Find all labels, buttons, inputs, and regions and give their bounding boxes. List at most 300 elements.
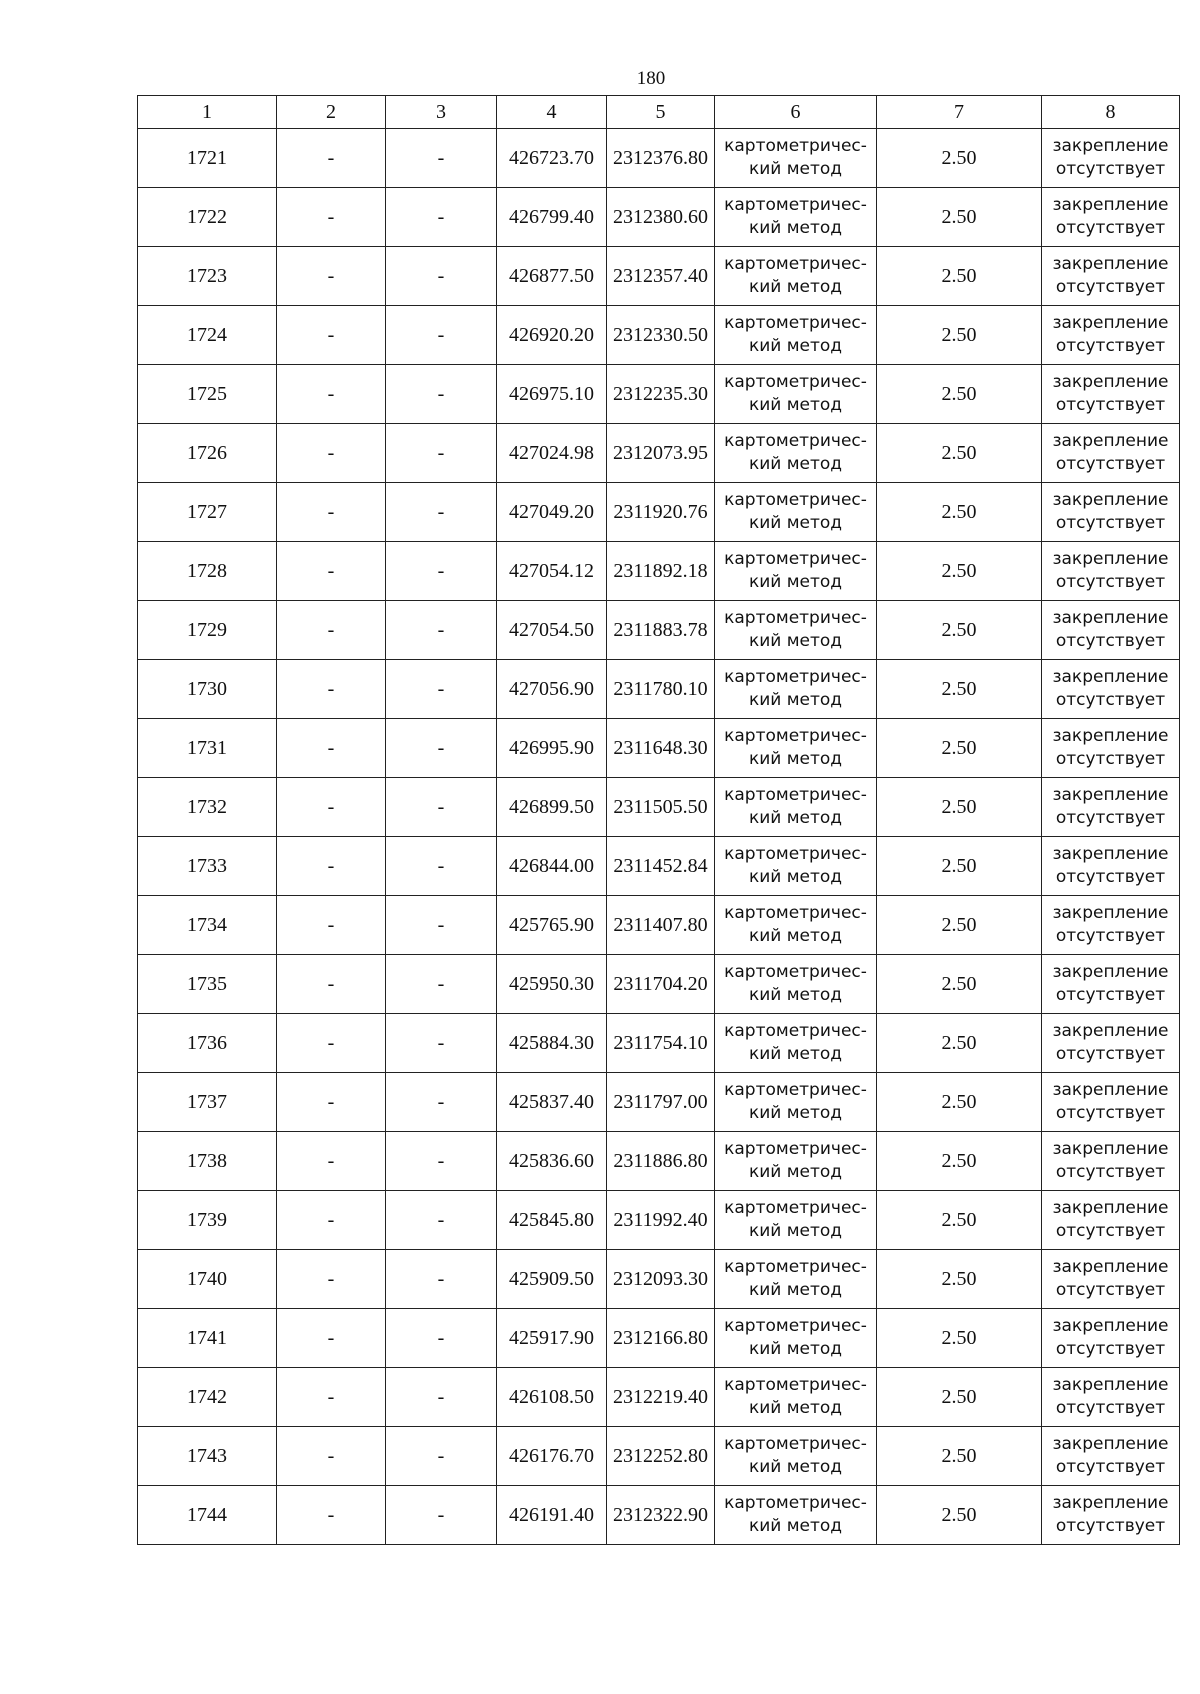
- x-coordinate-cell: 425884.30: [497, 1014, 607, 1073]
- fixing-cell-line: закрепление: [1052, 962, 1169, 982]
- method-cell-line: картометричес-: [724, 195, 867, 215]
- column-3-cell: -: [386, 601, 497, 660]
- fixing-cell-line: отсутствует: [1055, 1044, 1166, 1064]
- table-row: [138, 1132, 1180, 1191]
- fixing-cell-line: отсутствует: [1055, 1103, 1166, 1123]
- table-row: [138, 1250, 1180, 1309]
- method-cell-line: картометричес-: [724, 1080, 867, 1100]
- table-row: [138, 1073, 1180, 1132]
- x-coordinate-cell: 426899.50: [497, 778, 607, 837]
- fixing-cell-line: отсутствует: [1055, 690, 1166, 710]
- fixing-cell-line: отсутствует: [1055, 277, 1166, 297]
- column-2-cell: -: [277, 247, 386, 306]
- method-cell-line: картометричес-: [724, 903, 867, 923]
- column-3-cell: -: [386, 1014, 497, 1073]
- y-coordinate-cell: 2311886.80: [607, 1132, 715, 1191]
- column-2-cell: -: [277, 719, 386, 778]
- fixing-cell-line: закрепление: [1052, 431, 1169, 451]
- method-cell: [715, 1309, 877, 1368]
- table-row: [138, 896, 1180, 955]
- column-2-cell: -: [277, 778, 386, 837]
- method-cell: [715, 483, 877, 542]
- table-row: [138, 1014, 1180, 1073]
- accuracy-cell: 2.50: [877, 247, 1042, 306]
- table-header-row: [138, 96, 1180, 129]
- method-cell: [715, 188, 877, 247]
- y-coordinate-cell: 2312330.50: [607, 306, 715, 365]
- y-coordinate-cell: 2311797.00: [607, 1073, 715, 1132]
- y-coordinate-cell: 2311754.10: [607, 1014, 715, 1073]
- method-cell-line: картометричес-: [724, 431, 867, 451]
- method-cell-line: картометричес-: [724, 372, 867, 392]
- point-number-cell: 1732: [138, 778, 277, 837]
- method-cell-line: картометричес-: [724, 1198, 867, 1218]
- y-coordinate-cell: 2312252.80: [607, 1427, 715, 1486]
- fixing-cell-line: закрепление: [1052, 726, 1169, 746]
- method-cell-line: картометричес-: [724, 1021, 867, 1041]
- method-cell-line: картометричес-: [724, 1257, 867, 1277]
- method-cell-line: кий метод: [748, 1516, 843, 1536]
- method-cell: [715, 896, 877, 955]
- fixing-cell-line: закрепление: [1052, 844, 1169, 864]
- fixing-cell: [1042, 955, 1180, 1014]
- y-coordinate-cell: 2312380.60: [607, 188, 715, 247]
- point-number-cell: 1729: [138, 601, 277, 660]
- column-3-cell: -: [386, 660, 497, 719]
- column-header: 8: [1042, 96, 1180, 129]
- x-coordinate-cell: 425845.80: [497, 1191, 607, 1250]
- column-2-cell: -: [277, 129, 386, 188]
- method-cell-line: картометричес-: [724, 726, 867, 746]
- table-row: [138, 837, 1180, 896]
- table-row: [138, 660, 1180, 719]
- method-cell: [715, 306, 877, 365]
- y-coordinate-cell: 2311704.20: [607, 955, 715, 1014]
- fixing-cell: [1042, 1427, 1180, 1486]
- coordinates-table: [137, 95, 1180, 1545]
- column-3-cell: -: [386, 837, 497, 896]
- column-2-cell: -: [277, 1368, 386, 1427]
- method-cell-line: кий метод: [748, 454, 843, 474]
- fixing-cell-line: закрепление: [1052, 313, 1169, 333]
- column-2-cell: -: [277, 660, 386, 719]
- point-number-cell: 1726: [138, 424, 277, 483]
- y-coordinate-cell: 2312073.95: [607, 424, 715, 483]
- fixing-cell: [1042, 1014, 1180, 1073]
- accuracy-cell: 2.50: [877, 896, 1042, 955]
- column-3-cell: -: [386, 1191, 497, 1250]
- column-header: 5: [607, 96, 715, 129]
- method-cell: [715, 1073, 877, 1132]
- column-3-cell: -: [386, 542, 497, 601]
- y-coordinate-cell: 2312219.40: [607, 1368, 715, 1427]
- column-2-cell: -: [277, 1486, 386, 1545]
- column-header: 6: [715, 96, 877, 129]
- accuracy-cell: 2.50: [877, 660, 1042, 719]
- method-cell-line: картометричес-: [724, 608, 867, 628]
- fixing-cell: [1042, 601, 1180, 660]
- method-cell-line: кий метод: [748, 218, 843, 238]
- fixing-cell: [1042, 1250, 1180, 1309]
- table-row: [138, 1309, 1180, 1368]
- method-cell-line: картометричес-: [724, 1434, 867, 1454]
- fixing-cell-line: отсутствует: [1055, 1516, 1166, 1536]
- fixing-cell-line: отсутствует: [1055, 985, 1166, 1005]
- fixing-cell: [1042, 1073, 1180, 1132]
- method-cell-line: картометричес-: [724, 844, 867, 864]
- fixing-cell-line: отсутствует: [1055, 926, 1166, 946]
- method-cell: [715, 1014, 877, 1073]
- method-cell: [715, 1368, 877, 1427]
- table-row: [138, 129, 1180, 188]
- fixing-cell: [1042, 424, 1180, 483]
- column-3-cell: -: [386, 1486, 497, 1545]
- fixing-cell-line: отсутствует: [1055, 159, 1166, 179]
- table-row: [138, 955, 1180, 1014]
- method-cell-line: картометричес-: [724, 1493, 867, 1513]
- fixing-cell-line: закрепление: [1052, 549, 1169, 569]
- y-coordinate-cell: 2311452.84: [607, 837, 715, 896]
- fixing-cell-line: закрепление: [1052, 372, 1169, 392]
- fixing-cell-line: закрепление: [1052, 195, 1169, 215]
- accuracy-cell: 2.50: [877, 1427, 1042, 1486]
- table-row: [138, 306, 1180, 365]
- column-3-cell: -: [386, 247, 497, 306]
- y-coordinate-cell: 2311505.50: [607, 778, 715, 837]
- table-row: [138, 424, 1180, 483]
- x-coordinate-cell: 426176.70: [497, 1427, 607, 1486]
- method-cell-line: кий метод: [748, 277, 843, 297]
- column-3-cell: -: [386, 1250, 497, 1309]
- fixing-cell-line: отсутствует: [1055, 1280, 1166, 1300]
- y-coordinate-cell: 2312235.30: [607, 365, 715, 424]
- method-cell: [715, 1486, 877, 1545]
- column-header: 2: [277, 96, 386, 129]
- method-cell-line: кий метод: [748, 808, 843, 828]
- column-2-cell: -: [277, 1014, 386, 1073]
- fixing-cell: [1042, 129, 1180, 188]
- fixing-cell-line: отсутствует: [1055, 1221, 1166, 1241]
- fixing-cell-line: отсутствует: [1055, 395, 1166, 415]
- fixing-cell-line: отсутствует: [1055, 513, 1166, 533]
- accuracy-cell: 2.50: [877, 542, 1042, 601]
- table-row: [138, 542, 1180, 601]
- fixing-cell: [1042, 306, 1180, 365]
- x-coordinate-cell: 426799.40: [497, 188, 607, 247]
- x-coordinate-cell: 426920.20: [497, 306, 607, 365]
- fixing-cell-line: закрепление: [1052, 254, 1169, 274]
- column-3-cell: -: [386, 424, 497, 483]
- accuracy-cell: 2.50: [877, 1132, 1042, 1191]
- method-cell: [715, 1250, 877, 1309]
- point-number-cell: 1740: [138, 1250, 277, 1309]
- accuracy-cell: 2.50: [877, 1250, 1042, 1309]
- y-coordinate-cell: 2312357.40: [607, 247, 715, 306]
- method-cell: [715, 955, 877, 1014]
- x-coordinate-cell: 426995.90: [497, 719, 607, 778]
- accuracy-cell: 2.50: [877, 188, 1042, 247]
- y-coordinate-cell: 2311920.76: [607, 483, 715, 542]
- x-coordinate-cell: 427054.50: [497, 601, 607, 660]
- method-cell-line: кий метод: [748, 159, 843, 179]
- fixing-cell: [1042, 483, 1180, 542]
- accuracy-cell: 2.50: [877, 1014, 1042, 1073]
- fixing-cell-line: закрепление: [1052, 1375, 1169, 1395]
- column-3-cell: -: [386, 1309, 497, 1368]
- method-cell-line: кий метод: [748, 690, 843, 710]
- method-cell: [715, 719, 877, 778]
- column-2-cell: -: [277, 1427, 386, 1486]
- fixing-cell-line: закрепление: [1052, 1257, 1169, 1277]
- accuracy-cell: 2.50: [877, 424, 1042, 483]
- x-coordinate-cell: 425909.50: [497, 1250, 607, 1309]
- fixing-cell-line: закрепление: [1052, 490, 1169, 510]
- fixing-cell: [1042, 660, 1180, 719]
- method-cell-line: кий метод: [748, 336, 843, 356]
- method-cell-line: картометричес-: [724, 962, 867, 982]
- fixing-cell: [1042, 896, 1180, 955]
- page-number: 180: [636, 68, 666, 89]
- y-coordinate-cell: 2312376.80: [607, 129, 715, 188]
- point-number-cell: 1730: [138, 660, 277, 719]
- fixing-cell: [1042, 542, 1180, 601]
- point-number-cell: 1739: [138, 1191, 277, 1250]
- method-cell: [715, 247, 877, 306]
- column-3-cell: -: [386, 1427, 497, 1486]
- column-2-cell: -: [277, 424, 386, 483]
- fixing-cell-line: закрепление: [1052, 1198, 1169, 1218]
- x-coordinate-cell: 426108.50: [497, 1368, 607, 1427]
- method-cell-line: картометричес-: [724, 136, 867, 156]
- fixing-cell-line: отсутствует: [1055, 572, 1166, 592]
- column-3-cell: -: [386, 1073, 497, 1132]
- fixing-cell-line: закрепление: [1052, 1434, 1169, 1454]
- fixing-cell-line: закрепление: [1052, 903, 1169, 923]
- accuracy-cell: 2.50: [877, 483, 1042, 542]
- point-number-cell: 1741: [138, 1309, 277, 1368]
- method-cell-line: кий метод: [748, 1280, 843, 1300]
- method-cell-line: кий метод: [748, 1398, 843, 1418]
- method-cell-line: картометричес-: [724, 313, 867, 333]
- accuracy-cell: 2.50: [877, 1073, 1042, 1132]
- fixing-cell-line: отсутствует: [1055, 336, 1166, 356]
- table-row: [138, 1191, 1180, 1250]
- column-2-cell: -: [277, 365, 386, 424]
- point-number-cell: 1743: [138, 1427, 277, 1486]
- x-coordinate-cell: 427049.20: [497, 483, 607, 542]
- x-coordinate-cell: 426844.00: [497, 837, 607, 896]
- point-number-cell: 1744: [138, 1486, 277, 1545]
- fixing-cell-line: закрепление: [1052, 1316, 1169, 1336]
- y-coordinate-cell: 2311883.78: [607, 601, 715, 660]
- point-number-cell: 1722: [138, 188, 277, 247]
- y-coordinate-cell: 2312166.80: [607, 1309, 715, 1368]
- fixing-cell: [1042, 1132, 1180, 1191]
- point-number-cell: 1725: [138, 365, 277, 424]
- x-coordinate-cell: 427024.98: [497, 424, 607, 483]
- x-coordinate-cell: 427054.12: [497, 542, 607, 601]
- method-cell-line: картометричес-: [724, 254, 867, 274]
- fixing-cell: [1042, 719, 1180, 778]
- accuracy-cell: 2.50: [877, 1368, 1042, 1427]
- accuracy-cell: 2.50: [877, 129, 1042, 188]
- method-cell-line: кий метод: [748, 1339, 843, 1359]
- fixing-cell-line: закрепление: [1052, 1080, 1169, 1100]
- method-cell-line: кий метод: [748, 1044, 843, 1064]
- fixing-cell-line: закрепление: [1052, 1493, 1169, 1513]
- method-cell-line: кий метод: [748, 1162, 843, 1182]
- column-2-cell: -: [277, 955, 386, 1014]
- fixing-cell-line: отсутствует: [1055, 749, 1166, 769]
- y-coordinate-cell: 2311407.80: [607, 896, 715, 955]
- fixing-cell: [1042, 1368, 1180, 1427]
- fixing-cell-line: отсутствует: [1055, 1339, 1166, 1359]
- column-2-cell: -: [277, 1191, 386, 1250]
- method-cell-line: картометричес-: [724, 1316, 867, 1336]
- point-number-cell: 1734: [138, 896, 277, 955]
- point-number-cell: 1736: [138, 1014, 277, 1073]
- fixing-cell: [1042, 247, 1180, 306]
- method-cell-line: кий метод: [748, 1103, 843, 1123]
- x-coordinate-cell: 425950.30: [497, 955, 607, 1014]
- method-cell: [715, 1132, 877, 1191]
- method-cell-line: картометричес-: [724, 1139, 867, 1159]
- y-coordinate-cell: 2312322.90: [607, 1486, 715, 1545]
- table-row: [138, 778, 1180, 837]
- table-row: [138, 601, 1180, 660]
- accuracy-cell: 2.50: [877, 778, 1042, 837]
- column-2-cell: -: [277, 896, 386, 955]
- fixing-cell: [1042, 837, 1180, 896]
- x-coordinate-cell: 425917.90: [497, 1309, 607, 1368]
- method-cell: [715, 365, 877, 424]
- column-3-cell: -: [386, 719, 497, 778]
- column-3-cell: -: [386, 1132, 497, 1191]
- method-cell-line: кий метод: [748, 985, 843, 1005]
- method-cell: [715, 129, 877, 188]
- method-cell: [715, 1191, 877, 1250]
- fixing-cell-line: отсутствует: [1055, 808, 1166, 828]
- point-number-cell: 1742: [138, 1368, 277, 1427]
- column-2-cell: -: [277, 188, 386, 247]
- point-number-cell: 1727: [138, 483, 277, 542]
- accuracy-cell: 2.50: [877, 1486, 1042, 1545]
- method-cell-line: кий метод: [748, 926, 843, 946]
- x-coordinate-cell: 427056.90: [497, 660, 607, 719]
- x-coordinate-cell: 425765.90: [497, 896, 607, 955]
- method-cell-line: кий метод: [748, 572, 843, 592]
- column-2-cell: -: [277, 1073, 386, 1132]
- column-header: 1: [138, 96, 277, 129]
- y-coordinate-cell: 2311892.18: [607, 542, 715, 601]
- y-coordinate-cell: 2312093.30: [607, 1250, 715, 1309]
- fixing-cell-line: отсутствует: [1055, 218, 1166, 238]
- column-3-cell: -: [386, 778, 497, 837]
- column-2-cell: -: [277, 601, 386, 660]
- accuracy-cell: 2.50: [877, 1191, 1042, 1250]
- x-coordinate-cell: 426877.50: [497, 247, 607, 306]
- method-cell: [715, 837, 877, 896]
- accuracy-cell: 2.50: [877, 601, 1042, 660]
- point-number-cell: 1733: [138, 837, 277, 896]
- column-2-cell: -: [277, 306, 386, 365]
- accuracy-cell: 2.50: [877, 719, 1042, 778]
- fixing-cell-line: отсутствует: [1055, 454, 1166, 474]
- accuracy-cell: 2.50: [877, 955, 1042, 1014]
- column-3-cell: -: [386, 483, 497, 542]
- fixing-cell-line: отсутствует: [1055, 1398, 1166, 1418]
- method-cell-line: кий метод: [748, 631, 843, 651]
- fixing-cell-line: закрепление: [1052, 1021, 1169, 1041]
- fixing-cell-line: отсутствует: [1055, 1457, 1166, 1477]
- method-cell-line: картометричес-: [724, 1375, 867, 1395]
- method-cell-line: кий метод: [748, 749, 843, 769]
- accuracy-cell: 2.50: [877, 365, 1042, 424]
- method-cell-line: кий метод: [748, 867, 843, 887]
- method-cell: [715, 542, 877, 601]
- point-number-cell: 1731: [138, 719, 277, 778]
- fixing-cell-line: закрепление: [1052, 667, 1169, 687]
- column-3-cell: -: [386, 365, 497, 424]
- method-cell: [715, 778, 877, 837]
- method-cell-line: картометричес-: [724, 549, 867, 569]
- method-cell-line: картометричес-: [724, 490, 867, 510]
- method-cell-line: картометричес-: [724, 667, 867, 687]
- method-cell: [715, 601, 877, 660]
- x-coordinate-cell: 425837.40: [497, 1073, 607, 1132]
- point-number-cell: 1723: [138, 247, 277, 306]
- fixing-cell: [1042, 1309, 1180, 1368]
- x-coordinate-cell: 426975.10: [497, 365, 607, 424]
- fixing-cell-line: закрепление: [1052, 608, 1169, 628]
- fixing-cell-line: закрепление: [1052, 136, 1169, 156]
- point-number-cell: 1738: [138, 1132, 277, 1191]
- fixing-cell-line: закрепление: [1052, 1139, 1169, 1159]
- point-number-cell: 1735: [138, 955, 277, 1014]
- fixing-cell: [1042, 778, 1180, 837]
- table-row: [138, 483, 1180, 542]
- fixing-cell-line: закрепление: [1052, 785, 1169, 805]
- x-coordinate-cell: 425836.60: [497, 1132, 607, 1191]
- point-number-cell: 1721: [138, 129, 277, 188]
- y-coordinate-cell: 2311648.30: [607, 719, 715, 778]
- point-number-cell: 1728: [138, 542, 277, 601]
- column-3-cell: -: [386, 306, 497, 365]
- column-3-cell: -: [386, 955, 497, 1014]
- table-row: [138, 1368, 1180, 1427]
- accuracy-cell: 2.50: [877, 306, 1042, 365]
- x-coordinate-cell: 426191.40: [497, 1486, 607, 1545]
- column-header: 7: [877, 96, 1042, 129]
- y-coordinate-cell: 2311780.10: [607, 660, 715, 719]
- column-2-cell: -: [277, 1309, 386, 1368]
- table-row: [138, 365, 1180, 424]
- method-cell: [715, 660, 877, 719]
- method-cell-line: кий метод: [748, 1221, 843, 1241]
- point-number-cell: 1737: [138, 1073, 277, 1132]
- fixing-cell: [1042, 1486, 1180, 1545]
- column-3-cell: -: [386, 129, 497, 188]
- y-coordinate-cell: 2311992.40: [607, 1191, 715, 1250]
- fixing-cell-line: отсутствует: [1055, 1162, 1166, 1182]
- column-2-cell: -: [277, 1132, 386, 1191]
- column-2-cell: -: [277, 1250, 386, 1309]
- column-2-cell: -: [277, 837, 386, 896]
- table-row: [138, 1427, 1180, 1486]
- table-row: [138, 247, 1180, 306]
- point-number-cell: 1724: [138, 306, 277, 365]
- x-coordinate-cell: 426723.70: [497, 129, 607, 188]
